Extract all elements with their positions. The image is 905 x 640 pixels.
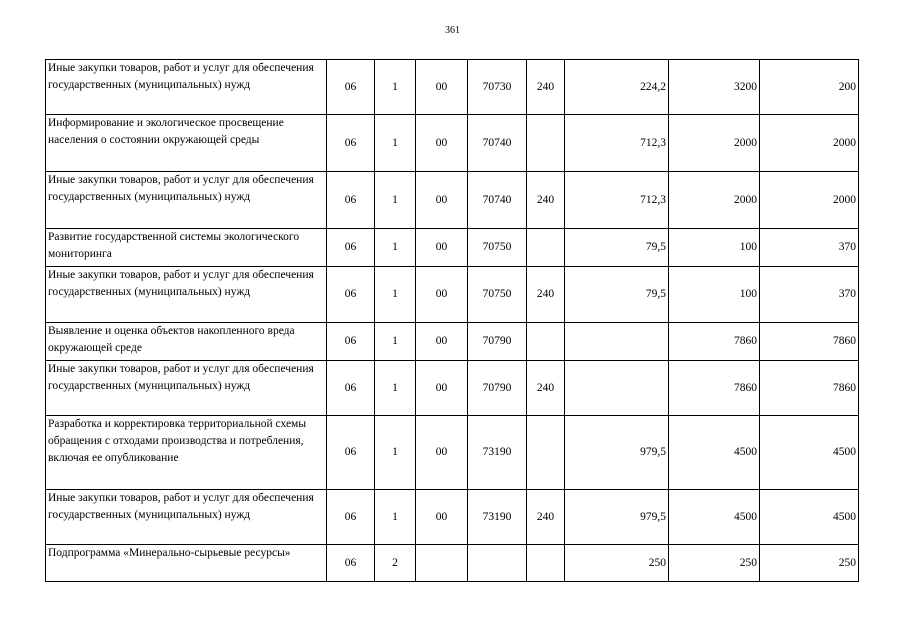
cell-name: Иные закупки товаров, работ и услуг для обеспечения государственных (муниципальных) нужд (46, 60, 327, 115)
table-row (46, 60, 859, 115)
cell-value-2: 3200 (669, 60, 760, 115)
cell-value-3: 4500 (760, 490, 859, 545)
cell-pr: 1 (375, 229, 416, 267)
cell-pr: 1 (375, 323, 416, 361)
cell-vr (527, 323, 565, 361)
cell-rz: 06 (327, 229, 375, 267)
cell-code: 70750 (468, 229, 527, 267)
cell-name: Иные закупки товаров, работ и услуг для обеспечения государственных (муниципальных) нужд (46, 267, 327, 323)
cell-vr (527, 416, 565, 490)
cell-name: Иные закупки товаров, работ и услуг для обеспечения государственных (муниципальных) нужд (46, 172, 327, 229)
cell-name: Развитие государственной системы экологического мониторинга (46, 229, 327, 267)
cell-code: 70750 (468, 267, 527, 323)
cell-code: 70730 (468, 60, 527, 115)
cell-value-1: 79,5 (565, 229, 669, 267)
cell-rz: 06 (327, 416, 375, 490)
cell-value-2: 4500 (669, 490, 760, 545)
cell-value-3: 2000 (760, 172, 859, 229)
cell-rz: 06 (327, 60, 375, 115)
table-row (46, 416, 859, 490)
cell-rz: 06 (327, 267, 375, 323)
cell-value-1: 712,3 (565, 115, 669, 172)
cell-rz: 06 (327, 323, 375, 361)
cell-value-1 (565, 323, 669, 361)
cell-sub: 00 (416, 416, 468, 490)
cell-value-1: 224,2 (565, 60, 669, 115)
cell-code (468, 545, 527, 582)
cell-vr: 240 (527, 267, 565, 323)
cell-vr (527, 229, 565, 267)
cell-pr: 1 (375, 60, 416, 115)
cell-vr: 240 (527, 60, 565, 115)
cell-name: Подпрограмма «Минерально-сырьевые ресурсы» (46, 545, 327, 582)
cell-code: 73190 (468, 490, 527, 545)
cell-vr: 240 (527, 172, 565, 229)
table-row (46, 361, 859, 416)
cell-value-3: 4500 (760, 416, 859, 490)
cell-value-2: 4500 (669, 416, 760, 490)
cell-code: 73190 (468, 416, 527, 490)
cell-pr: 1 (375, 115, 416, 172)
table-row (46, 229, 859, 267)
cell-code: 70740 (468, 115, 527, 172)
cell-value-2: 2000 (669, 115, 760, 172)
table-row (46, 115, 859, 172)
cell-value-3: 7860 (760, 323, 859, 361)
cell-value-1: 979,5 (565, 416, 669, 490)
cell-value-3: 2000 (760, 115, 859, 172)
cell-value-2: 250 (669, 545, 760, 582)
cell-pr: 1 (375, 490, 416, 545)
cell-name: Выявление и оценка объектов накопленного вреда окружающей среде (46, 323, 327, 361)
cell-rz: 06 (327, 172, 375, 229)
cell-code: 70790 (468, 323, 527, 361)
cell-rz: 06 (327, 545, 375, 582)
table-row (46, 323, 859, 361)
cell-value-3: 200 (760, 60, 859, 115)
cell-value-2: 100 (669, 229, 760, 267)
table-row (46, 267, 859, 323)
table-row (46, 490, 859, 545)
cell-vr (527, 115, 565, 172)
cell-value-1: 979,5 (565, 490, 669, 545)
cell-value-3: 7860 (760, 361, 859, 416)
cell-value-1: 712,3 (565, 172, 669, 229)
cell-name: Информирование и экологическое просвещение населения о состоянии окружающей среды (46, 115, 327, 172)
cell-value-1: 250 (565, 545, 669, 582)
cell-pr: 1 (375, 416, 416, 490)
cell-vr: 240 (527, 490, 565, 545)
table-row (46, 545, 859, 582)
cell-pr: 1 (375, 267, 416, 323)
cell-value-3: 370 (760, 229, 859, 267)
page-number: 361 (445, 25, 460, 36)
budget-table (45, 59, 859, 582)
cell-sub: 00 (416, 229, 468, 267)
cell-sub: 00 (416, 172, 468, 229)
cell-sub: 00 (416, 490, 468, 545)
cell-sub: 00 (416, 361, 468, 416)
cell-value-3: 250 (760, 545, 859, 582)
cell-rz: 06 (327, 490, 375, 545)
cell-sub: 00 (416, 60, 468, 115)
cell-name: Иные закупки товаров, работ и услуг для обеспечения государственных (муниципальных) нужд (46, 490, 327, 545)
cell-code: 70740 (468, 172, 527, 229)
cell-pr: 1 (375, 172, 416, 229)
table-row (46, 172, 859, 229)
cell-value-3: 370 (760, 267, 859, 323)
cell-name: Разработка и корректировка территориальной схемы обращения с отходами производства и потребления, включая ее опубликование (46, 416, 327, 490)
cell-value-1: 79,5 (565, 267, 669, 323)
cell-sub: 00 (416, 323, 468, 361)
cell-name: Иные закупки товаров, работ и услуг для обеспечения государственных (муниципальных) нужд (46, 361, 327, 416)
cell-sub (416, 545, 468, 582)
cell-rz: 06 (327, 361, 375, 416)
cell-value-1 (565, 361, 669, 416)
cell-sub: 00 (416, 267, 468, 323)
cell-vr: 240 (527, 361, 565, 416)
cell-vr (527, 545, 565, 582)
cell-value-2: 7860 (669, 323, 760, 361)
cell-pr: 2 (375, 545, 416, 582)
cell-value-2: 100 (669, 267, 760, 323)
cell-value-2: 2000 (669, 172, 760, 229)
cell-rz: 06 (327, 115, 375, 172)
cell-sub: 00 (416, 115, 468, 172)
cell-pr: 1 (375, 361, 416, 416)
cell-value-2: 7860 (669, 361, 760, 416)
cell-code: 70790 (468, 361, 527, 416)
